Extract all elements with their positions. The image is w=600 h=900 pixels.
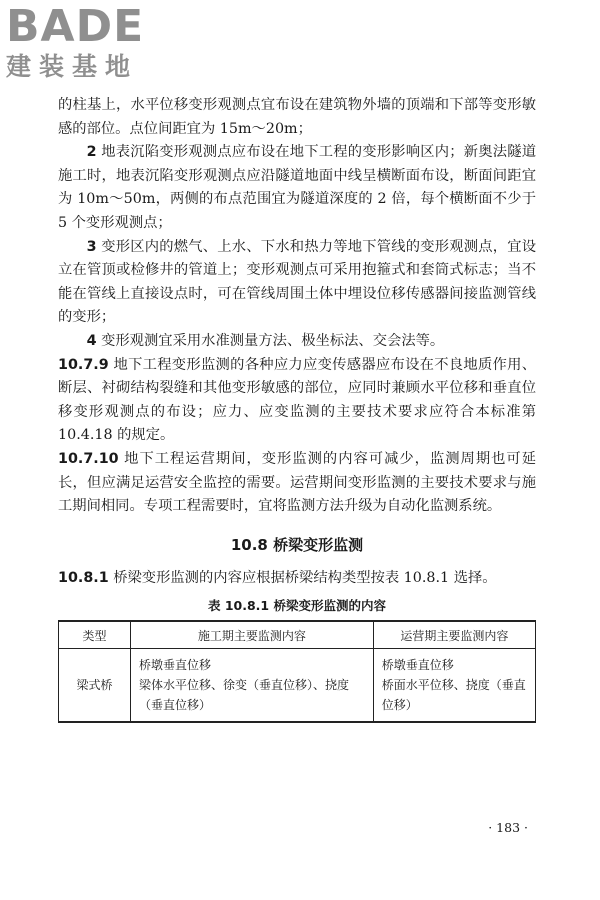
header-construction: 施工期主要监测内容 [131,621,374,649]
section-title: 桥梁变形监测 [273,535,364,554]
page-number: · 183 · [488,820,528,835]
cell-line: 桥墩垂直位移 [381,658,454,673]
item-text: 地表沉陷变形观测点应布设在地下工程的变形影响区内；新奥法隧道施工时，地表沉陷变形观测点应沿隧道地面中线呈横断面布设，断面间距宜为 10m～50m，两侧的布点范围宜为隧道深度的 2 倍，每个横断面不少于 5 个变形观测点； [58,144,536,231]
clause-text: 地下工程变形监测的各种应力应变传感器应布设在不良地质作用、断层、衬砌结构裂缝和其他变形敏感的部位，应同时兼顾水平位移和垂直位移变形观测点的布设；应力、应变监测的主要技术要求应符合本标准第 10.4.18 的规定。 [58,356,536,444]
item-number: 2 [86,144,97,161]
cell-line: 桥墩垂直位移 [139,658,212,673]
clause-10-7-9 [58,354,536,448]
cell-type: 梁式桥 [59,649,131,723]
list-item-4 [58,330,536,354]
list-item-3 [58,236,536,330]
monitoring-table [58,620,536,723]
logo [6,1,176,84]
table-caption [58,596,536,616]
table-caption-number: 表 10.8.1 [207,598,270,614]
table-header-row [59,621,536,649]
paragraph-continuation: 的柱基上，水平位移变形观测点宜布设在建筑物外墙的顶端和下部等变形敏感的部位。点位间距宜为 15m～20m； [58,97,536,137]
cell-construction [131,649,374,723]
logo-subtitle: 建装基地 [6,52,139,81]
cell-operation [373,649,535,723]
table-caption-title: 桥梁变形监测的内容 [273,598,386,614]
clause-10-8-1 [58,567,536,591]
item-text: 变形观测宜采用水准测量方法、极坐标法、交会法等。 [101,332,445,349]
table-row [59,649,536,723]
header-type: 类型 [59,621,131,649]
header-operation: 运营期主要监测内容 [373,621,535,649]
item-number: 4 [86,332,97,349]
cell-line: 桥面水平位移、挠度（垂直位移） [381,678,526,713]
item-text: 变形区内的燃气、上水、下水和热力等地下管线的变形观测点，宜设立在管顶或检修井的管道上；变形观测点可采用抱箍式和套筒式标志；当不能在管线上直接设点时，可在管线周围土体中埋设位移传感器间接监测管线的变形； [58,238,536,326]
clause-text: 桥梁变形监测的内容应根据桥梁结构类型按表 10.8.1 选择。 [113,569,497,586]
logo-brand: BADE [6,1,145,52]
clause-number: 10.8.1 [58,569,109,586]
page-content [58,94,536,723]
section-number: 10.8 [230,535,268,554]
list-item-2 [58,141,536,235]
item-number: 3 [86,238,97,255]
cell-line: 梁体水平位移、徐变（垂直位移）、挠度（垂直位移） [139,678,350,713]
clause-10-7-10 [58,448,536,519]
clause-number: 10.7.9 [58,356,109,373]
clause-number: 10.7.10 [58,450,119,467]
clause-text: 地下工程运营期间，变形监测的内容可减少，监测周期也可延长，但应满足运营安全监控的需要。运营期间变形监测的主要技术要求与施工期间相同。专项工程需要时，宜将监测方法升级为自动化监测系统。 [58,450,537,515]
section-heading [58,533,536,557]
